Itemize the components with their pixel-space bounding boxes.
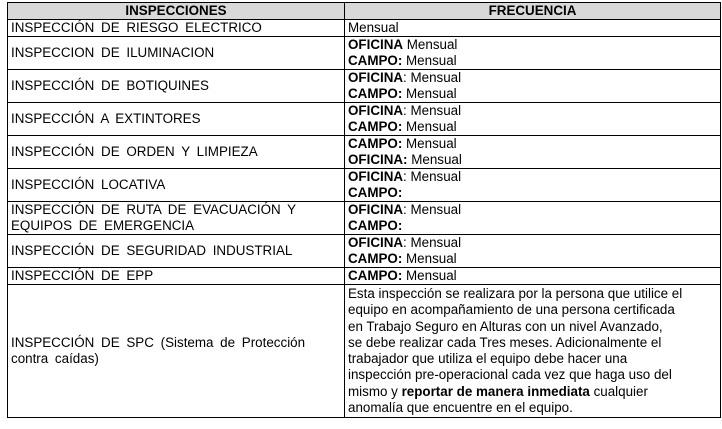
frequency-line	[348, 202, 717, 218]
frequency-description	[345, 285, 721, 418]
inspection-name: INSPECCIÓN DE EPP	[8, 268, 345, 285]
inspection-name: INSPECCIÓN DE RUTA DE EVACUACIÓN Y EQUIPOS DE EMERGENCIA	[8, 202, 345, 235]
frequency-value: Mensual	[402, 268, 457, 283]
table-row	[8, 235, 721, 268]
frequency-cell	[345, 37, 721, 70]
spc-description	[348, 285, 717, 417]
frequency-area-label: CAMPO:	[348, 268, 403, 283]
frequency-line	[348, 268, 717, 284]
frequency-area-label: CAMPO:	[348, 136, 403, 151]
spc-description-text: Esta inspección se realizara por la persona que utilice el equipo en acompañamiento de una persona certificada en Trabajo Seguro en Alturas con un nivel Avanzado, se debe realizar cada Tres meses. Adicionalmente el trabajador que utiliza el equipo debe hacer una inspección pre-operacional cada vez que haga uso del mismo y	[348, 286, 683, 399]
frequency-value: Mensual	[402, 119, 457, 134]
inspection-name: INSPECCION DE ILUMINACION	[8, 37, 345, 70]
frequency-area-label: OFICINA	[348, 103, 404, 118]
table-row	[8, 169, 721, 202]
frequency-area-label: CAMPO:	[348, 218, 403, 233]
frequency-value: Mensual	[403, 37, 458, 52]
inspection-name: INSPECCIÓN A EXTINTORES	[8, 103, 345, 136]
spc-description-emphasis: reportar de manera inmediata	[401, 383, 590, 399]
table-row	[8, 202, 721, 235]
frequency-area-label: OFICINA	[348, 235, 404, 250]
table-row	[8, 103, 721, 136]
frequency-cell	[345, 268, 721, 285]
frequency-value: Mensual	[348, 20, 399, 35]
frequency-value: : Mensual	[403, 70, 462, 85]
header-inspecciones: INSPECCIONES	[8, 3, 345, 20]
frequency-area-label: CAMPO:	[348, 119, 403, 134]
frequency-cell	[345, 103, 721, 136]
table-row-spc	[8, 285, 721, 418]
table-row	[8, 37, 721, 70]
frequency-area-label: OFICINA	[348, 169, 404, 184]
inspection-name: INSPECCIÓN DE SPC (Sistema de Protección contra caídas)	[8, 285, 345, 418]
frequency-area-label: OFICINA:	[348, 152, 408, 167]
frequency-cell	[345, 202, 721, 235]
frequency-cell	[345, 20, 721, 37]
frequency-line	[348, 119, 717, 135]
spc-description-end: cualquier anomalía que encuentre en el equipo.	[348, 383, 648, 416]
frequency-line	[348, 169, 717, 185]
inspection-name: INSPECCIÓN DE RIESGO ELECTRICO	[8, 20, 345, 37]
frequency-value: Mensual	[402, 86, 457, 101]
frequency-line	[348, 152, 717, 168]
frequency-value: : Mensual	[403, 103, 462, 118]
frequency-value: : Mensual	[403, 169, 462, 184]
header-row	[8, 3, 721, 20]
frequency-value: Mensual	[402, 136, 457, 151]
frequency-cell	[345, 136, 721, 169]
frequency-value: Mensual	[407, 152, 462, 167]
frequency-area-label: OFICINA	[348, 202, 404, 217]
frequency-line	[348, 86, 717, 102]
frequency-cell	[345, 235, 721, 268]
table-row	[8, 70, 721, 103]
frequency-line	[348, 251, 717, 267]
frequency-line	[348, 235, 717, 251]
frequency-value: : Mensual	[403, 235, 462, 250]
inspection-name: INSPECCIÓN LOCATIVA	[8, 169, 345, 202]
frequency-line	[348, 20, 717, 36]
frequency-line	[348, 37, 717, 53]
frequency-area-label: CAMPO:	[348, 53, 403, 68]
frequency-cell	[345, 169, 721, 202]
frequency-cell	[345, 70, 721, 103]
inspection-name: INSPECCIÓN DE SEGURIDAD INDUSTRIAL	[8, 235, 345, 268]
frequency-line	[348, 185, 717, 201]
frequency-value: : Mensual	[403, 202, 462, 217]
header-frecuencia: FRECUENCIA	[345, 3, 721, 20]
frequency-area-label: CAMPO:	[348, 251, 403, 266]
inspections-table	[7, 2, 721, 418]
frequency-line	[348, 70, 717, 86]
inspection-name: INSPECCIÓN DE ORDEN Y LIMPIEZA	[8, 136, 345, 169]
table-row	[8, 268, 721, 285]
frequency-line	[348, 103, 717, 119]
frequency-value: Mensual	[402, 251, 457, 266]
frequency-area-label: OFICINA	[348, 70, 404, 85]
frequency-area-label: CAMPO:	[348, 86, 403, 101]
inspection-name: INSPECCIÓN DE BOTIQUINES	[8, 70, 345, 103]
frequency-line	[348, 136, 717, 152]
frequency-line	[348, 218, 717, 234]
table-row	[8, 20, 721, 37]
frequency-area-label: CAMPO:	[348, 185, 403, 200]
frequency-value: Mensual	[402, 53, 457, 68]
table-row	[8, 136, 721, 169]
frequency-line	[348, 53, 717, 69]
frequency-area-label: OFICINA	[348, 37, 404, 52]
